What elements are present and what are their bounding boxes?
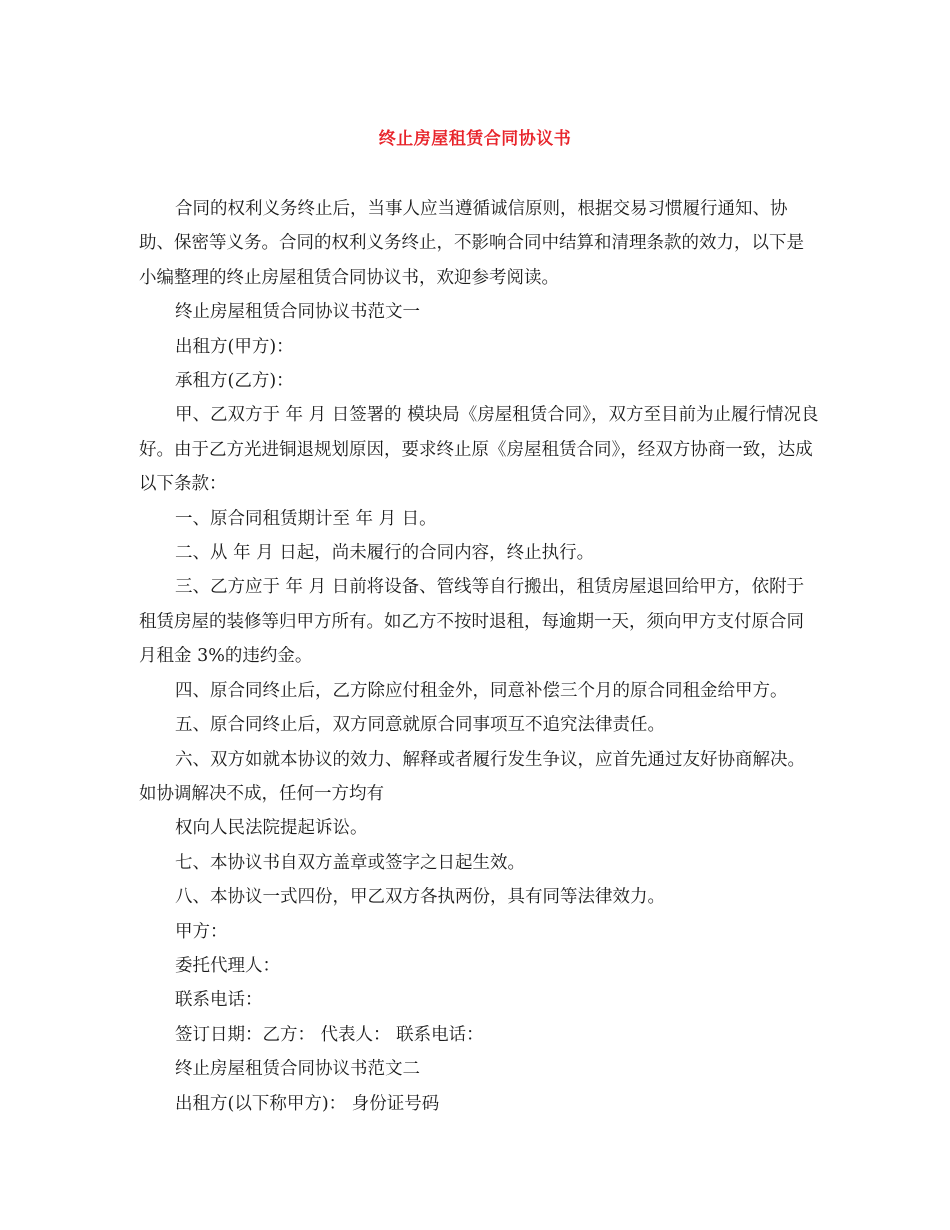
- paragraph-intro: 合同的权利义务终止后，当事人应当遵循诚信原则，根据交易习惯履行通知、协助、保密等义务。合同的权利义务终止，不影响合同中结算和清理条款的效力，以下是小编整理的终止房屋租赁合同协议书，欢迎参考阅读。: [139, 199, 804, 288]
- signature-agent: 委托代理人：: [175, 955, 280, 976]
- signature-date-line: 签订日期：乙方： 代表人： 联系电话：: [175, 1024, 484, 1045]
- clause-8: 八、本协议一式四份，甲乙双方各执两份，具有同等法律效力。: [175, 887, 665, 908]
- paragraph-lessor-id: 出租方(以下称甲方)： 身份证号码: [175, 1093, 440, 1114]
- paragraph-lessor: 出租方(甲方)：: [175, 336, 294, 357]
- clause-5: 五、原合同终止后，双方同意就原合同事项互不追究法律责任。: [175, 715, 665, 736]
- signature-phone: 联系电话：: [175, 990, 263, 1011]
- clause-1: 一、原合同租赁期计至 年 月 日。: [175, 508, 437, 529]
- signature-party-a: 甲方：: [175, 921, 228, 942]
- clause-6: 六、双方如就本协议的效力、解释或者履行发生争议，应首先通过友好协商解决。如协调解决不成，任何一方均有: [139, 749, 805, 804]
- paragraph-preamble: 甲、乙双方于 年 月 日签署的 模块局《房屋租赁合同》，双方至目前为止履行情况良好。由于乙方光进铜退规划原因，要求终止原《房屋租赁合同》，经双方协商一致，达成以下条款：: [139, 405, 819, 495]
- paragraph-sample-one-heading: 终止房屋租赁合同协议书范文一: [175, 302, 420, 323]
- paragraph-sample-two-heading: 终止房屋租赁合同协议书范文二: [175, 1059, 420, 1080]
- clause-7: 七、本协议书自双方盖章或签字之日起生效。: [175, 852, 525, 873]
- clause-4: 四、原合同终止后，乙方除应付租金外，同意补偿三个月的原合同租金给甲方。: [175, 680, 788, 701]
- clause-3: 三、乙方应于 年 月 日前将设备、管线等自行搬出，租赁房屋退回给甲方，依附于租赁房屋的装修等归甲方所有。如乙方不按时退租，每逾期一天，须向甲方支付原合同月租金 3%的违约金。: [139, 577, 805, 667]
- paragraph-lessee: 承租方(乙方)：: [175, 371, 294, 392]
- clause-2: 二、从 年 月 日起，尚未履行的合同内容，终止执行。: [175, 543, 595, 564]
- document-title: 终止房屋租赁合同协议书: [378, 129, 572, 149]
- clause-6-continued: 权向人民法院提起诉讼。: [175, 818, 368, 839]
- document-body: [139, 192, 819, 1121]
